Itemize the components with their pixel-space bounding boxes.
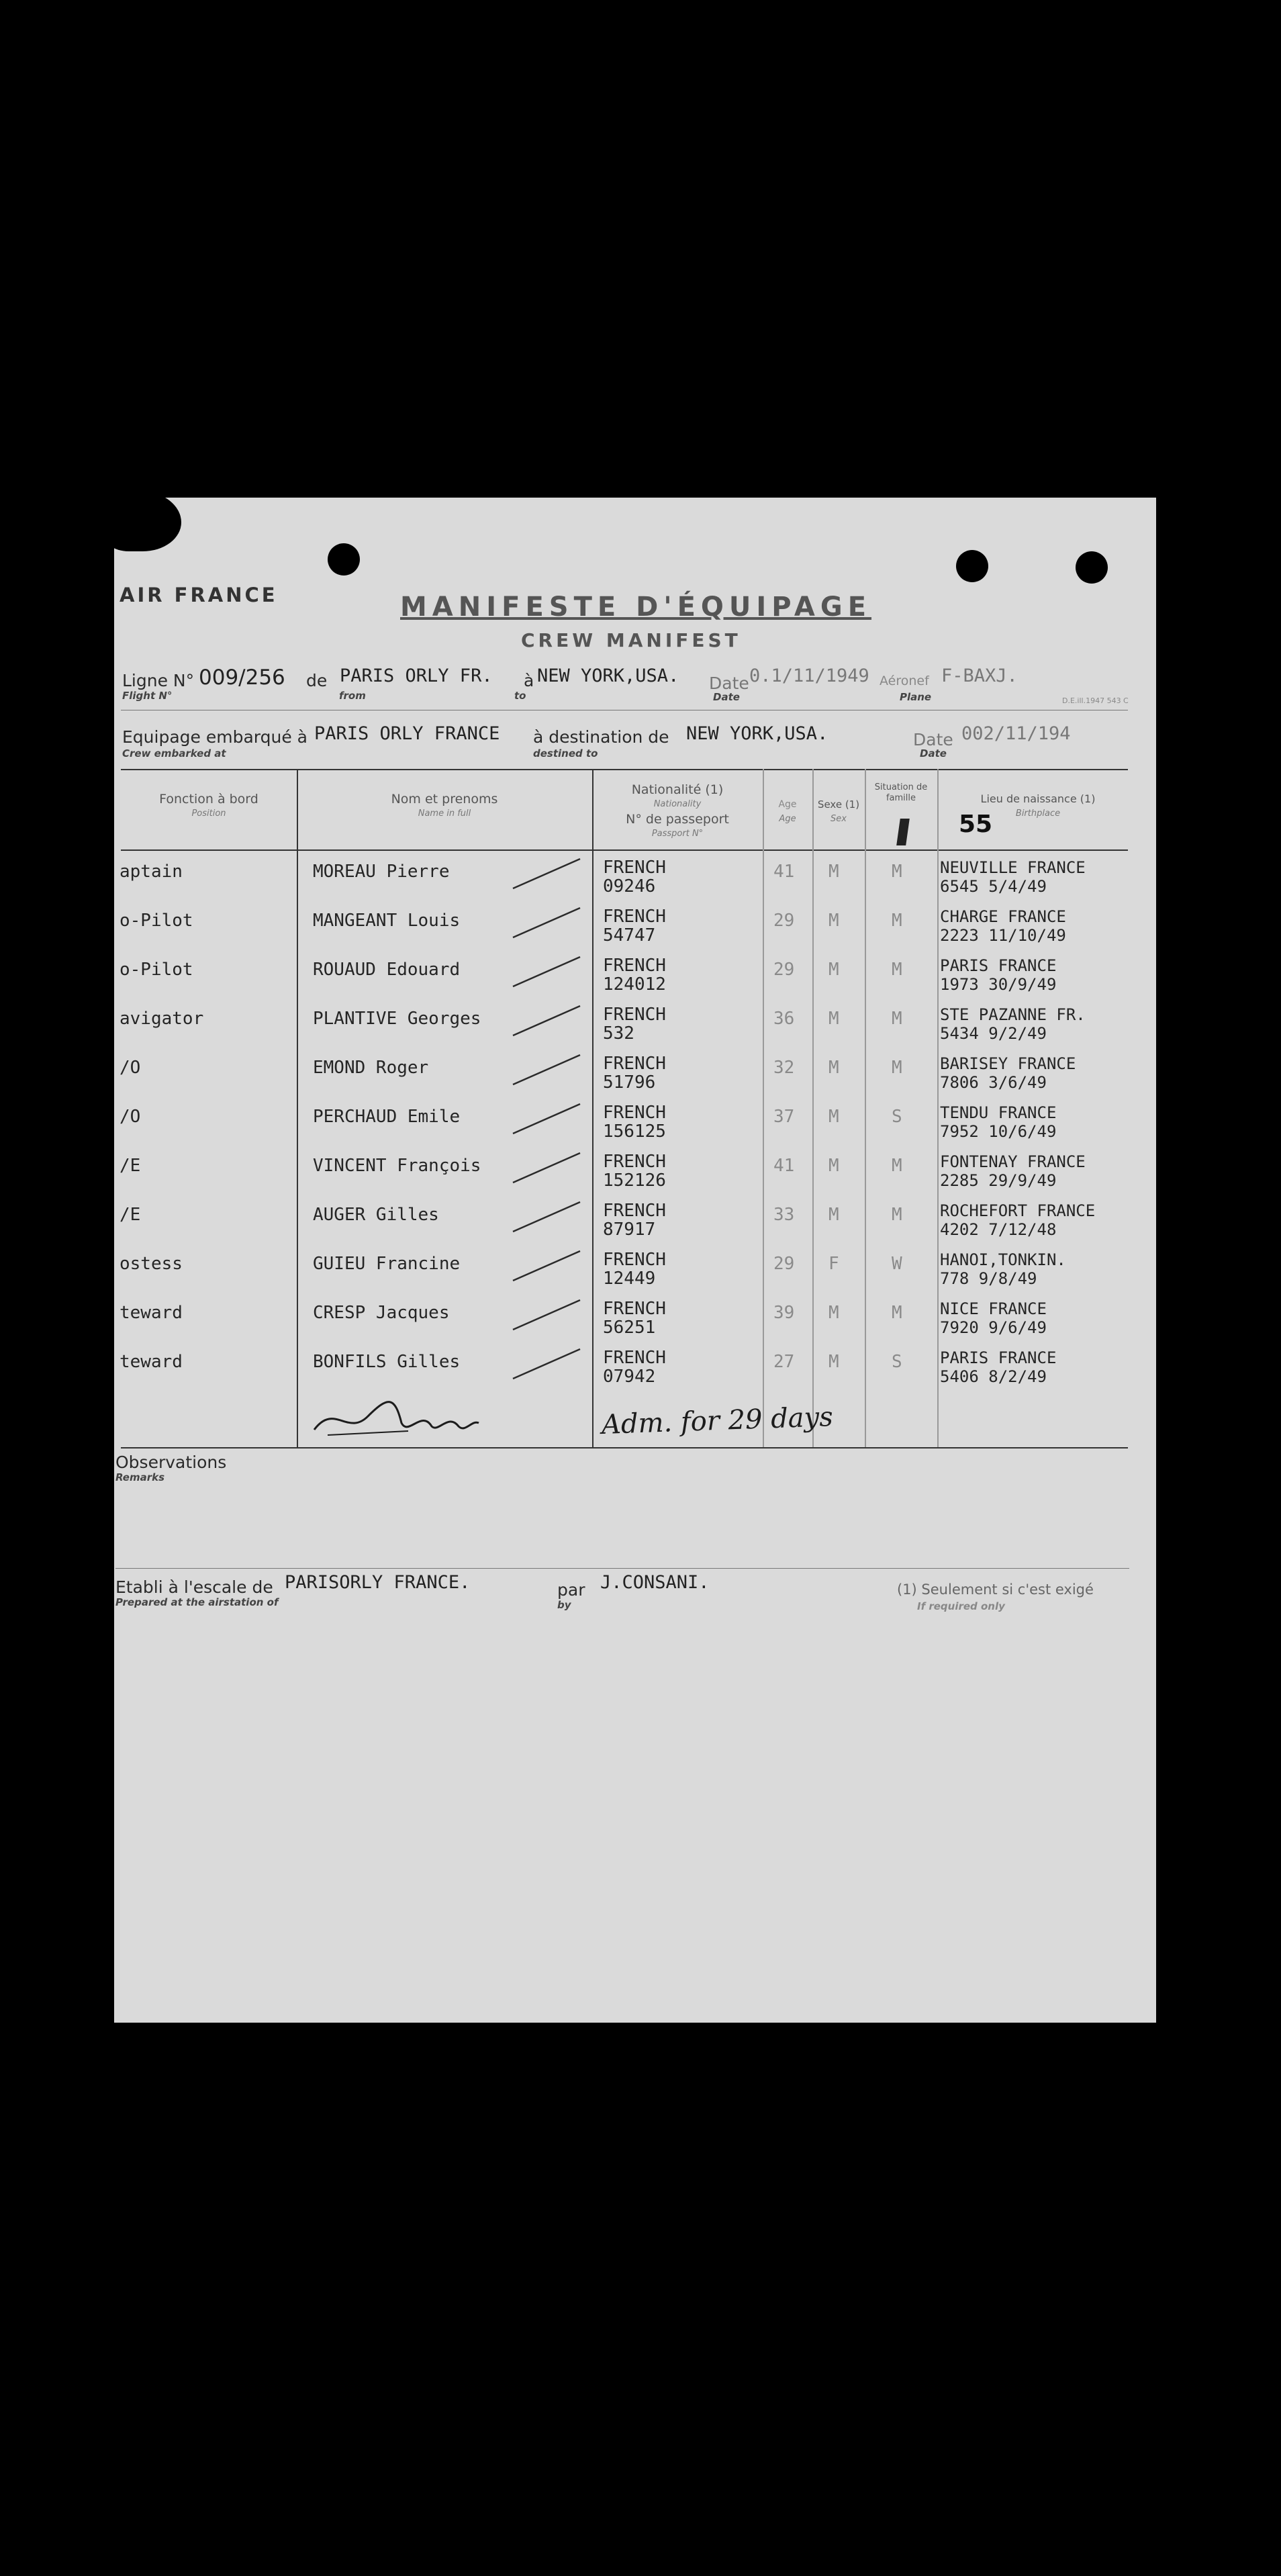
crew-birth-reference: 6545 5/4/49 bbox=[940, 877, 1047, 896]
date-value: 0.1/11/1949 bbox=[749, 665, 869, 686]
crew-age: 29 bbox=[773, 1254, 795, 1274]
from-value: PARIS ORLY FR. bbox=[340, 665, 493, 686]
flight-number: 009/256 bbox=[199, 665, 285, 690]
crew-name: GUIEU Francine bbox=[313, 1254, 461, 1274]
column-name-label: Nom et prenoms bbox=[391, 792, 498, 807]
crew-birth-reference: 2223 11/10/49 bbox=[940, 926, 1066, 945]
column-sex-sublabel: Sex bbox=[831, 814, 847, 824]
punch-hole-left bbox=[328, 543, 360, 576]
crew-position: /E bbox=[120, 1156, 141, 1176]
table-bottom-rule bbox=[121, 1447, 1128, 1448]
crew-name: EMOND Roger bbox=[313, 1058, 429, 1078]
crew-passport: 51796 bbox=[603, 1072, 656, 1093]
crew-passport: 07942 bbox=[603, 1367, 656, 1387]
crew-passport: 87917 bbox=[603, 1220, 656, 1240]
prepared-at-label: Etabli à l'escale de bbox=[115, 1577, 273, 1597]
crew-passport: 124012 bbox=[603, 974, 666, 995]
crew-status: S bbox=[892, 1352, 902, 1372]
crew-age: 41 bbox=[773, 1156, 795, 1176]
crew-status: M bbox=[892, 1303, 902, 1323]
crew-nat: FRENCH bbox=[603, 1054, 666, 1074]
crew-nat: FRENCH bbox=[603, 1250, 666, 1270]
crew-status: S bbox=[892, 1107, 902, 1127]
column-marital-status-label: Situation de famille bbox=[874, 782, 928, 803]
crew-passport: 152126 bbox=[603, 1170, 666, 1191]
prepared-by-value: J.CONSANI. bbox=[600, 1572, 710, 1593]
column-marital-status bbox=[865, 782, 937, 804]
stamp-mark bbox=[896, 819, 910, 845]
crew-status: M bbox=[892, 1058, 902, 1078]
check-mark-icon bbox=[506, 1148, 587, 1188]
crew-position: /O bbox=[120, 1058, 141, 1078]
crew-status: M bbox=[892, 1009, 902, 1029]
footnote: (1) Seulement si c'est exigé bbox=[897, 1581, 1094, 1598]
torn-corner bbox=[114, 498, 181, 551]
form-reference: D.E.ill.1947 543 C bbox=[1062, 696, 1129, 705]
flight-number-label: Ligne N° bbox=[122, 671, 195, 690]
date-sublabel: Date bbox=[713, 691, 740, 703]
check-mark-icon bbox=[506, 1050, 587, 1090]
embarked-sublabel: Crew embarked at bbox=[122, 747, 226, 760]
column-nationality-label: Nationalité (1) bbox=[631, 782, 724, 797]
embark-date-value: 002/11/194 bbox=[961, 723, 1071, 744]
crew-position: /E bbox=[120, 1205, 141, 1225]
crew-age: 29 bbox=[773, 960, 795, 980]
col-divider-2 bbox=[592, 769, 594, 1447]
crew-birthplace: NEUVILLE FRANCE bbox=[940, 858, 1086, 877]
crew-nat: FRENCH bbox=[603, 1348, 666, 1368]
crew-passport: 156125 bbox=[603, 1121, 666, 1142]
crew-birthplace: FONTENAY FRANCE bbox=[940, 1152, 1086, 1171]
crew-nat: FRENCH bbox=[603, 858, 666, 878]
check-mark-icon bbox=[506, 1246, 587, 1286]
crew-birth-reference: 1973 30/9/49 bbox=[940, 975, 1057, 994]
crew-birthplace: ROCHEFORT FRANCE bbox=[940, 1201, 1096, 1220]
crew-age: 29 bbox=[773, 911, 795, 931]
crew-birth-reference: 7952 10/6/49 bbox=[940, 1122, 1057, 1141]
crew-nat: FRENCH bbox=[603, 1103, 666, 1123]
column-position-sublabel: Position bbox=[191, 809, 226, 819]
crew-age: 39 bbox=[773, 1303, 795, 1323]
crew-sex: M bbox=[828, 960, 839, 980]
crew-birth-reference: 778 9/8/49 bbox=[940, 1269, 1037, 1288]
check-mark-icon bbox=[506, 1001, 587, 1041]
crew-status: M bbox=[892, 1205, 902, 1225]
crew-birthplace: HANOI,TONKIN. bbox=[940, 1250, 1066, 1269]
col-divider-5 bbox=[865, 769, 866, 1447]
crew-nat: FRENCH bbox=[603, 907, 666, 927]
crew-birthplace: TENDU FRANCE bbox=[940, 1103, 1057, 1122]
column-sex-label: Sexe (1) bbox=[817, 798, 860, 811]
column-age-sublabel: Age bbox=[779, 814, 796, 824]
crew-sex: F bbox=[828, 1254, 839, 1274]
plane-value: F-BAXJ. bbox=[941, 665, 1018, 686]
crew-name: PLANTIVE Georges bbox=[313, 1009, 481, 1029]
crew-name: ROUAUD Edouard bbox=[313, 960, 461, 980]
crew-position: ostess bbox=[120, 1254, 183, 1274]
crew-status: M bbox=[892, 911, 902, 931]
check-mark-icon bbox=[506, 1099, 587, 1139]
crew-position: /O bbox=[120, 1107, 141, 1127]
handwritten-note: Adm. for 29 days bbox=[601, 1401, 834, 1441]
check-mark-icon bbox=[506, 952, 587, 992]
crew-position: avigator bbox=[120, 1009, 204, 1029]
crew-position: teward bbox=[120, 1303, 183, 1323]
crew-birthplace: CHARGE FRANCE bbox=[940, 907, 1066, 926]
crew-name: AUGER Gilles bbox=[313, 1205, 439, 1225]
check-mark-icon bbox=[506, 854, 587, 894]
from-label: de bbox=[306, 671, 328, 690]
check-mark-icon bbox=[506, 1344, 587, 1384]
crew-birth-reference: 7920 9/6/49 bbox=[940, 1318, 1047, 1337]
crew-age: 36 bbox=[773, 1009, 795, 1029]
crew-passport: 54747 bbox=[603, 925, 656, 946]
embarked-label: Equipage embarqué à bbox=[122, 727, 307, 747]
crew-manifest-sheet bbox=[114, 498, 1156, 2023]
date-label: Date bbox=[709, 674, 749, 693]
crew-status: W bbox=[892, 1254, 902, 1274]
crew-birthplace: PARIS FRANCE bbox=[940, 1348, 1057, 1367]
column-position bbox=[121, 792, 297, 821]
crew-birth-reference: 5434 9/2/49 bbox=[940, 1024, 1047, 1043]
column-position-label: Fonction à bord bbox=[159, 792, 258, 807]
embark-date-label: Date bbox=[913, 730, 953, 749]
crew-age: 37 bbox=[773, 1107, 795, 1127]
col-divider-4 bbox=[812, 769, 814, 1447]
crew-name: BONFILS Gilles bbox=[313, 1352, 461, 1372]
crew-birth-reference: 5406 8/2/49 bbox=[940, 1367, 1047, 1386]
crew-age: 41 bbox=[773, 862, 795, 882]
crew-age: 27 bbox=[773, 1352, 795, 1372]
column-nationality bbox=[592, 782, 763, 841]
destination-label: à destination de bbox=[533, 727, 669, 747]
plane-sublabel: Plane bbox=[900, 691, 932, 703]
crew-sex: M bbox=[828, 1009, 839, 1029]
crew-position: o-Pilot bbox=[120, 960, 193, 980]
column-name-sublabel: Name in full bbox=[418, 809, 471, 819]
page-title: MANIFESTE D'ÉQUIPAGE bbox=[400, 592, 872, 623]
table-top-rule bbox=[121, 769, 1128, 770]
prepared-at-sublabel: Prepared at the airstation of bbox=[115, 1596, 279, 1608]
embark-date-sublabel: Date bbox=[920, 747, 947, 760]
col-divider-6 bbox=[937, 769, 939, 1447]
crew-age: 33 bbox=[773, 1205, 795, 1225]
prepared-by-label: par bbox=[557, 1580, 585, 1600]
column-birthplace-label: Lieu de naissance (1) bbox=[980, 792, 1096, 805]
crew-name: VINCENT François bbox=[313, 1156, 481, 1176]
crew-birthplace: BARISEY FRANCE bbox=[940, 1054, 1076, 1073]
crew-status: M bbox=[892, 1156, 902, 1176]
crew-sex: M bbox=[828, 862, 839, 882]
crew-passport: 56251 bbox=[603, 1318, 656, 1338]
crew-birth-reference: 4202 7/12/48 bbox=[940, 1220, 1057, 1239]
crew-age: 32 bbox=[773, 1058, 795, 1078]
punch-hole-right-1 bbox=[956, 550, 988, 582]
crew-name: PERCHAUD Emile bbox=[313, 1107, 461, 1127]
crew-name: MOREAU Pierre bbox=[313, 862, 450, 882]
col-divider-1 bbox=[297, 769, 298, 1447]
table-header-rule bbox=[121, 849, 1128, 851]
crew-name: MANGEANT Louis bbox=[313, 911, 461, 931]
destination-sublabel: destined to bbox=[533, 747, 598, 760]
column-age-label: Age bbox=[778, 799, 797, 810]
from-sublabel: from bbox=[339, 690, 366, 702]
crew-position: o-Pilot bbox=[120, 911, 193, 931]
crew-sex: M bbox=[828, 1107, 839, 1127]
crew-sex: M bbox=[828, 911, 839, 931]
handwritten-number: 55 bbox=[959, 811, 993, 838]
crew-nat: FRENCH bbox=[603, 1152, 666, 1172]
column-passport-label: N° de passeport bbox=[626, 812, 729, 827]
check-mark-icon bbox=[506, 1197, 587, 1237]
to-value: NEW YORK,USA. bbox=[537, 665, 679, 686]
flight-number-sublabel: Flight N° bbox=[122, 690, 173, 702]
check-mark-icon bbox=[506, 1295, 587, 1335]
crew-passport: 532 bbox=[603, 1023, 634, 1044]
column-age bbox=[763, 797, 812, 827]
crew-nat: FRENCH bbox=[603, 956, 666, 976]
crew-position: teward bbox=[120, 1352, 183, 1372]
destination-value: NEW YORK,USA. bbox=[686, 723, 828, 744]
crew-birth-reference: 2285 29/9/49 bbox=[940, 1171, 1057, 1190]
crew-sex: M bbox=[828, 1058, 839, 1078]
column-nationality-sublabel: Nationality bbox=[653, 799, 702, 809]
prepared-at-value: PARISORLY FRANCE. bbox=[285, 1572, 471, 1593]
crew-position: aptain bbox=[120, 862, 183, 882]
airline-logo: AIR FRANCE bbox=[120, 584, 278, 606]
observations-sublabel: Remarks bbox=[115, 1471, 165, 1483]
crew-passport: 09246 bbox=[603, 876, 656, 896]
crew-name: CRESP Jacques bbox=[313, 1303, 450, 1323]
crew-nat: FRENCH bbox=[603, 1005, 666, 1025]
crew-sex: M bbox=[828, 1303, 839, 1323]
crew-status: M bbox=[892, 960, 902, 980]
column-sex bbox=[812, 797, 865, 827]
crew-sex: M bbox=[828, 1352, 839, 1372]
crew-birthplace: PARIS FRANCE bbox=[940, 956, 1057, 975]
crew-sex: M bbox=[828, 1205, 839, 1225]
check-mark-icon bbox=[506, 903, 587, 943]
prepared-by-sublabel: by bbox=[557, 1599, 571, 1611]
column-passport-sublabel: Passport N° bbox=[651, 829, 704, 839]
crew-nat: FRENCH bbox=[603, 1299, 666, 1319]
crew-birthplace: NICE FRANCE bbox=[940, 1299, 1047, 1318]
to-sublabel: to bbox=[514, 690, 526, 702]
column-name bbox=[297, 792, 592, 821]
footnote-sublabel: If required only bbox=[917, 1600, 1005, 1612]
page-subtitle: CREW MANIFEST bbox=[521, 629, 741, 651]
col-divider-3 bbox=[763, 769, 764, 1447]
crew-status: M bbox=[892, 862, 902, 882]
crew-nat: FRENCH bbox=[603, 1201, 666, 1221]
crew-passport: 12449 bbox=[603, 1269, 656, 1289]
observations-rule bbox=[115, 1568, 1129, 1569]
crew-birthplace: STE PAZANNE FR. bbox=[940, 1005, 1086, 1024]
column-birthplace-sublabel: Birthplace bbox=[1015, 809, 1061, 819]
observations-label: Observations bbox=[115, 1453, 227, 1472]
punch-hole-right-2 bbox=[1076, 551, 1108, 584]
embarked-value: PARIS ORLY FRANCE bbox=[314, 723, 500, 744]
crew-sex: M bbox=[828, 1156, 839, 1176]
crew-birth-reference: 7806 3/6/49 bbox=[940, 1073, 1047, 1092]
handwritten-signature bbox=[307, 1389, 482, 1443]
plane-label: Aéronef bbox=[880, 674, 929, 688]
to-label: à bbox=[524, 671, 534, 690]
